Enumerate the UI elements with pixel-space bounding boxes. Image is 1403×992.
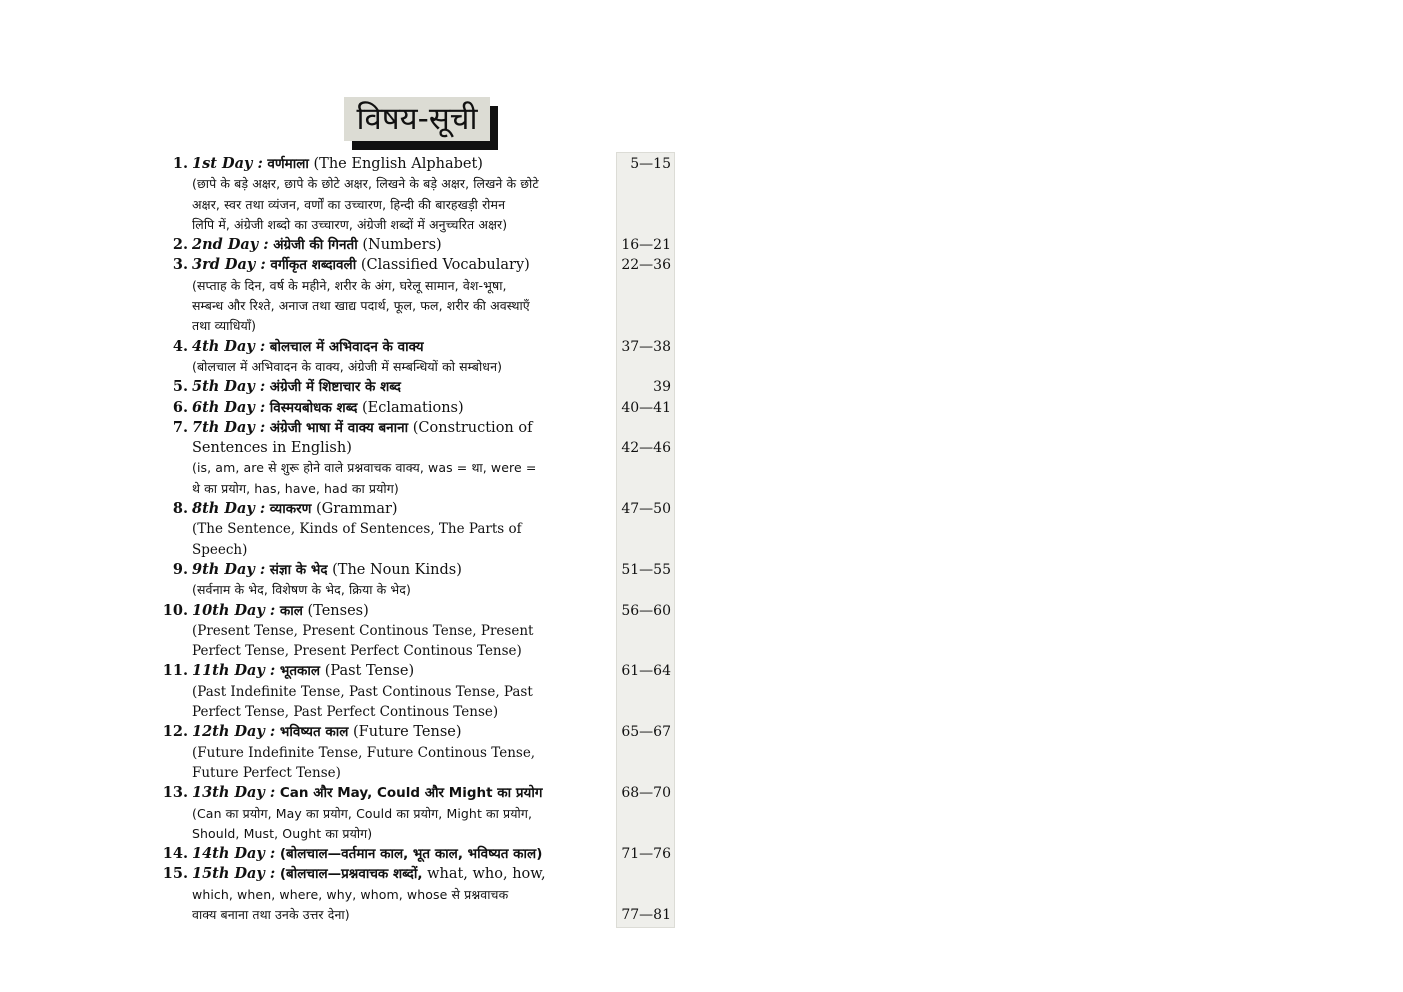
- page-range: 5—15: [630, 156, 671, 172]
- toc-entry-10: 10. 10th Day : काल (Tenses) 56—60 (Present Tense, Present Continous Tense, Present Perfect Tense, Present Perfect Continous Tense): [162, 601, 671, 660]
- toc-entry-15: 15. 15th Day : (बोलचाल—प्रश्नवाचक शब्दों, what, who, how, which, when, where, why, whom, whose से प्रश्नवाचक वाक्य बनाना तथा उनके उत्तर देना) 77—81: [160, 864, 675, 925]
- toc-entry-9: 9. 9th Day : संज्ञा के भेद (The Noun Kinds) 51—55 (सर्वनाम के भेद, विशेषण के भेद, क्रिया के भेद): [172, 560, 671, 598]
- page-range: 40—41: [621, 399, 671, 416]
- toc-entry-7: 7. 7th Day : अंग्रेजी भाषा में वाक्य बनाना (Construction of Sentences in English) 42—46 (is, am, are से शुरू होने वाले प्रश्नवाचक वाक्य, was = था, were = थे का प्रयोग, has, have, had का प्रयोग): [172, 418, 671, 496]
- page-range: 42—46: [621, 440, 671, 457]
- toc-entry-4: 4. 4th Day : बोलचाल में अभिवादन के वाक्य 37—38 (बोलचाल में अभिवादन के वाक्य, अंग्रेजी में सम्बन्धियों को सम्बोधन): [172, 337, 671, 374]
- table-of-contents: [160, 154, 675, 925]
- page-range: 61—64: [621, 663, 671, 680]
- page-range: 77—81: [621, 906, 671, 923]
- toc-entry-11: 11. 11th Day : भूतकाल (Past Tense) 61—64 (Past Indefinite Tense, Past Continous Tense, Past Perfect Tense, Past Perfect Continous Tense): [162, 662, 671, 721]
- toc-entry-6: 6. 6th Day : विस्मयबोधक शब्द (Eclamations) 40—41: [160, 398, 675, 418]
- page-range: 16—21: [621, 237, 671, 254]
- toc-entry-14: 14. 14th Day : (बोलचाल—वर्तमान काल, भूत काल, भविष्यत काल) 71—76: [160, 844, 675, 864]
- page-range: 51—55: [621, 561, 671, 578]
- toc-entry-1: 1. 1st Day : वर्णमाला (The English Alphabet) 5—15 (छापे के बड़े अक्षर, छापे के छोटे अक्षर, लिखने के बड़े अक्षर, लिखने के छोटे अक्षर, स्वर तथा व्यंजन, वर्णों का उच्चारण, हिन्दी की बारहखड़ी रोमन लिपि में, अंग्रेजी शब्दो का उच्चारण, अंग्रेजी शब्दों में अनुच्चरित अक्षर): [172, 155, 671, 232]
- toc-entry-2: 2. 2nd Day : अंग्रेजी की गिनती (Numbers) 16—21: [160, 235, 675, 255]
- page-range: 68—70: [621, 785, 671, 802]
- toc-title-block: [344, 97, 490, 141]
- toc-entry-3: 3. 3rd Day : वर्गीकृत शब्दावली (Classified Vocabulary) 22—36 (सप्ताह के दिन, वर्ष के महीने, शरीर के अंग, घरेलू सामान, वेश-भूषा, सम्बन्ध और रिश्ते, अनाज तथा खाद्य पदार्थ, फूल, फल, शरीर की अवस्थाएँ तथा व्याधियाँ): [172, 256, 671, 334]
- day-label: 1st Day :: [192, 155, 263, 172]
- toc-entry-13: 13. 13th Day : Can और May, Could और Might का प्रयोग 68—70 (Can का प्रयोग, May का प्रयोग, Could का प्रयोग, Might का प्रयोग, Should, Must, Ought का प्रयोग): [162, 784, 671, 841]
- toc-entry-5: 5. 5th Day : अंग्रेजी में शिष्टाचार के शब्द 39: [160, 377, 675, 397]
- page-range: 71—76: [621, 846, 671, 863]
- toc-entry-12: 12. 12th Day : भविष्यत काल (Future Tense) 65—67 (Future Indefinite Tense, Future Continous Tense, Future Perfect Tense): [162, 723, 671, 781]
- page-range: 56—60: [621, 602, 671, 619]
- page-range: 37—38: [621, 338, 671, 355]
- toc-entry-8: 8. 8th Day : व्याकरण (Grammar) 47—50 (The Sentence, Kinds of Sentences, The Parts of Speech): [172, 500, 671, 558]
- page-range: 39: [653, 379, 671, 396]
- page-range: 22—36: [621, 257, 671, 274]
- page-title: विषय-सूची: [344, 97, 490, 141]
- page-range: 65—67: [621, 724, 671, 741]
- page-range: 47—50: [621, 501, 671, 518]
